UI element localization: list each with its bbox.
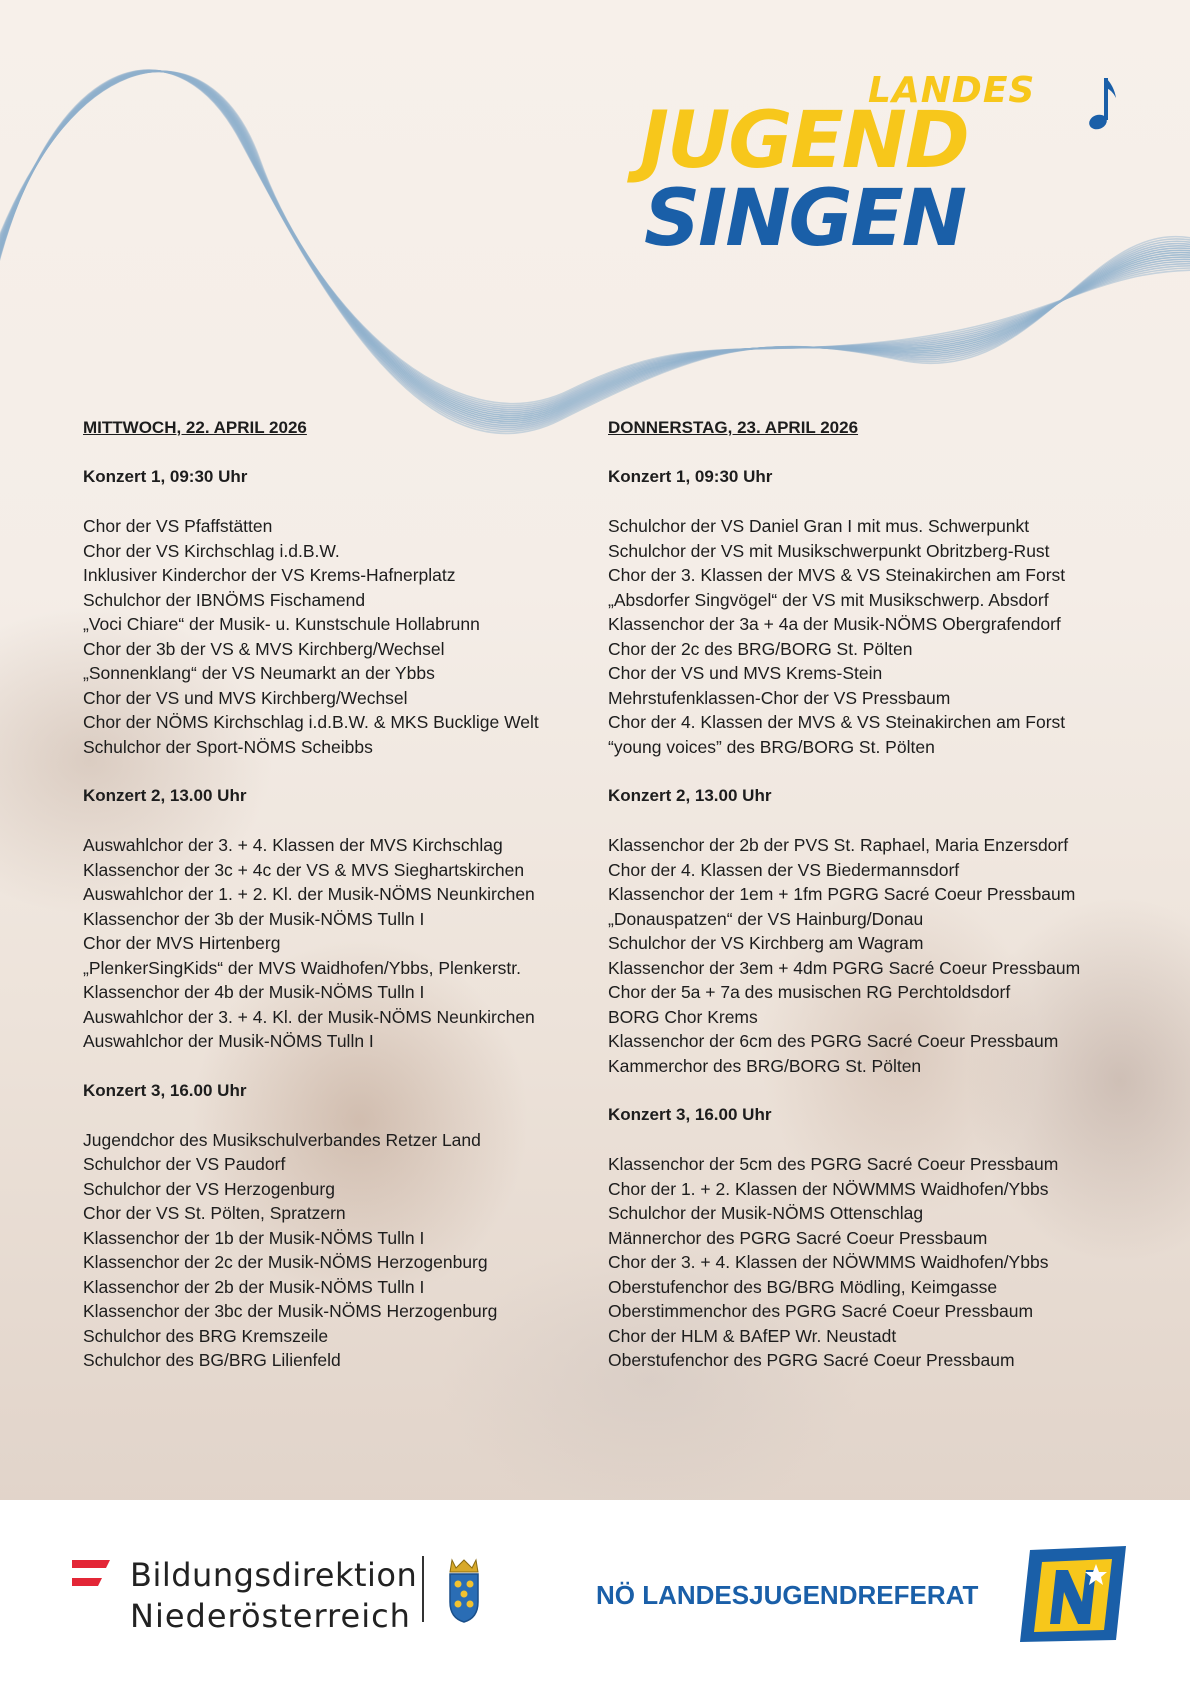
lower-austria-crest-icon: [444, 1556, 484, 1624]
choir-item: Chor der HLM & BAfEP Wr. Neustadt: [608, 1325, 897, 1346]
day-title: MITTWOCH, 22. APRIL 2026: [83, 418, 307, 437]
choir-item: Klassenchor der 2c der Musik-NÖMS Herzogenburg: [83, 1252, 488, 1272]
choir-item: Auswahlchor der Musik-NÖMS Tulln I: [83, 1031, 374, 1051]
concert-title: Konzert 1, 09:30 Uhr: [83, 467, 248, 486]
choir-item: Klassenchor der 6cm des PGRG Sacré Coeur Pressbaum: [608, 1031, 1059, 1051]
choir-item: Chor der 4. Klassen der MVS & VS Steinakirchen am Forst: [608, 712, 1066, 732]
choir-item: Chor der 3. + 4. Klassen der NÖWMMS Waidhofen/Ybbs: [608, 1252, 1049, 1272]
choir-list: [608, 514, 1138, 759]
logo-singen-text: SINGEN: [644, 174, 966, 264]
choir-item: Klassenchor der 5cm des PGRG Sacré Coeur Pressbaum: [608, 1154, 1059, 1174]
choir-item: Jugendchor des Musikschulverbandes Retzer Land: [83, 1129, 481, 1150]
choir-item: Klassenchor der 3b der Musik-NÖMS Tulln I: [83, 908, 425, 929]
choir-item: Klassenchor der 1em + 1fm PGRG Sacré Coeur Pressbaum: [608, 884, 1076, 904]
choir-item: „Sonnenklang“ der VS Neumarkt an der Ybbs: [83, 663, 435, 683]
choir-item: Auswahlchor der 3. + 4. Klassen der MVS Kirchschlag: [83, 835, 503, 855]
music-note-icon: [1080, 72, 1120, 142]
choir-item: Auswahlchor der 1. + 2. Kl. der Musik-NÖMS Neunkirchen: [83, 884, 535, 904]
choir-item: Inklusiver Kinderchor der VS Krems-Hafnerplatz: [83, 565, 456, 585]
day-column-wednesday: [83, 416, 613, 1398]
choir-item: Schulchor der VS Paudorf: [83, 1154, 286, 1174]
choir-item: „Absdorfer Singvögel“ der VS mit Musikschwerp. Absdorf: [608, 589, 1049, 610]
choir-item: Klassenchor der 3em + 4dm PGRG Sacré Coeur Pressbaum: [608, 957, 1081, 978]
choir-list: [83, 514, 613, 759]
choir-item: Auswahlchor der 3. + 4. Kl. der Musik-NÖMS Neunkirchen: [83, 1006, 535, 1027]
choir-item: „Donauspatzen“ der VS Hainburg/Donau: [608, 908, 924, 929]
choir-item: Klassenchor der 2b der PVS St. Raphael, Maria Enzersdorf: [608, 835, 1069, 855]
choir-item: Schulchor der VS mit Musikschwerpunkt Obritzberg-Rust: [608, 540, 1050, 561]
choir-item: Chor der 2c des BRG/BORG St. Pölten: [608, 638, 913, 659]
choir-item: Chor der VS und MVS Krems-Stein: [608, 663, 883, 683]
choir-item: Männerchor des PGRG Sacré Coeur Pressbaum: [608, 1227, 988, 1248]
concert-title: Konzert 1, 09:30 Uhr: [608, 467, 773, 486]
noe-n-logo-icon: [1016, 1544, 1128, 1644]
footer: [0, 1500, 1190, 1683]
choir-item: Chor der VS Pfaffstätten: [83, 516, 273, 536]
niederoesterreich-text: Niederösterreich: [130, 1597, 411, 1635]
choir-item: Chor der 5a + 7a des musischen RG Perchtoldsdorf: [608, 982, 1011, 1002]
choir-item: Oberstufenchor des BG/BRG Mödling, Keimgasse: [608, 1276, 998, 1297]
choir-item: Klassenchor der 3c + 4c der VS & MVS Sieghartskirchen: [83, 859, 525, 880]
choir-list: [608, 1152, 1138, 1373]
choir-item: Chor der VS und MVS Kirchberg/Wechsel: [83, 687, 408, 708]
choir-item: Schulchor der VS Daniel Gran I mit mus. Schwerpunkt: [608, 516, 1030, 536]
choir-item: Chor der MVS Hirtenberg: [83, 933, 281, 953]
concert-title: Konzert 2, 13.00 Uhr: [608, 786, 772, 805]
choir-list: [83, 1128, 613, 1373]
choir-item: Kammerchor des BRG/BORG St. Pölten: [608, 1055, 922, 1076]
choir-item: Chor der 1. + 2. Klassen der NÖWMMS Waidhofen/Ybbs: [608, 1178, 1049, 1199]
choir-item: Schulchor der VS Kirchberg am Wagram: [608, 933, 924, 953]
choir-item: Schulchor des BG/BRG Lilienfeld: [83, 1350, 341, 1370]
bildungsdirektion-text: Bildungsdirektion: [130, 1556, 418, 1594]
choir-item: Chor der NÖMS Kirchschlag i.d.B.W. & MKS Bucklige Welt: [83, 712, 539, 732]
austrian-flag-icon: [70, 1558, 136, 1588]
logo-landes-text: LANDES: [868, 70, 1036, 111]
choir-item: Klassenchor der 3bc der Musik-NÖMS Herzogenburg: [83, 1301, 498, 1321]
choir-item: Mehrstufenklassen-Chor der VS Pressbaum: [608, 687, 951, 708]
choir-item: “young voices” des BRG/BORG St. Pölten: [608, 736, 935, 757]
choir-item: „PlenkerSingKids“ der MVS Waidhofen/Ybbs, Plenkerstr.: [83, 957, 522, 978]
landesjugendsingen-logo: [630, 62, 1150, 282]
choir-item: Schulchor der Musik-NÖMS Ottenschlag: [608, 1203, 924, 1223]
logo-jugend-text: JUGEND: [640, 96, 968, 186]
choir-item: BORG Chor Krems: [608, 1006, 758, 1027]
choir-item: Klassenchor der 3a + 4a der Musik-NÖMS Obergrafendorf: [608, 614, 1061, 634]
choir-item: Oberstimmenchor des PGRG Sacré Coeur Pressbaum: [608, 1301, 1034, 1321]
choir-item: Chor der VS Kirchschlag i.d.B.W.: [83, 540, 340, 561]
choir-item: Chor der VS St. Pölten, Spratzern: [83, 1203, 346, 1223]
choir-list: [608, 833, 1138, 1078]
footer-divider: [422, 1556, 424, 1622]
choir-item: Klassenchor der 4b der Musik-NÖMS Tulln I: [83, 982, 425, 1002]
concert-title: Konzert 3, 16.00 Uhr: [83, 1080, 247, 1100]
choir-item: Oberstufenchor des PGRG Sacré Coeur Pressbaum: [608, 1350, 1015, 1370]
concert-title: Konzert 2, 13.00 Uhr: [83, 786, 247, 805]
day-column-thursday: [608, 416, 1138, 1398]
choir-item: Klassenchor der 2b der Musik-NÖMS Tulln I: [83, 1276, 425, 1297]
choir-item: Schulchor der Sport-NÖMS Scheibbs: [83, 736, 373, 757]
choir-item: Schulchor des BRG Kremszeile: [83, 1325, 329, 1346]
choir-item: Chor der 3. Klassen der MVS & VS Steinakirchen am Forst: [608, 565, 1066, 585]
choir-item: Chor der 3b der VS & MVS Kirchberg/Wechsel: [83, 638, 445, 659]
choir-item: „Voci Chiare“ der Musik- u. Kunstschule Hollabrunn: [83, 614, 480, 634]
day-title: DONNERSTAG, 23. APRIL 2026: [608, 418, 859, 437]
landesjugendreferat-text: NÖ LANDESJUGENDREFERAT: [596, 1580, 979, 1610]
choir-item: Chor der 4. Klassen der VS Biedermannsdorf: [608, 859, 960, 880]
choir-item: Schulchor der VS Herzogenburg: [83, 1178, 335, 1199]
choir-item: Schulchor der IBNÖMS Fischamend: [83, 589, 366, 610]
concert-title: Konzert 3, 16.00 Uhr: [608, 1105, 772, 1124]
choir-list: [83, 833, 613, 1054]
choir-item: Klassenchor der 1b der Musik-NÖMS Tulln I: [83, 1227, 425, 1248]
